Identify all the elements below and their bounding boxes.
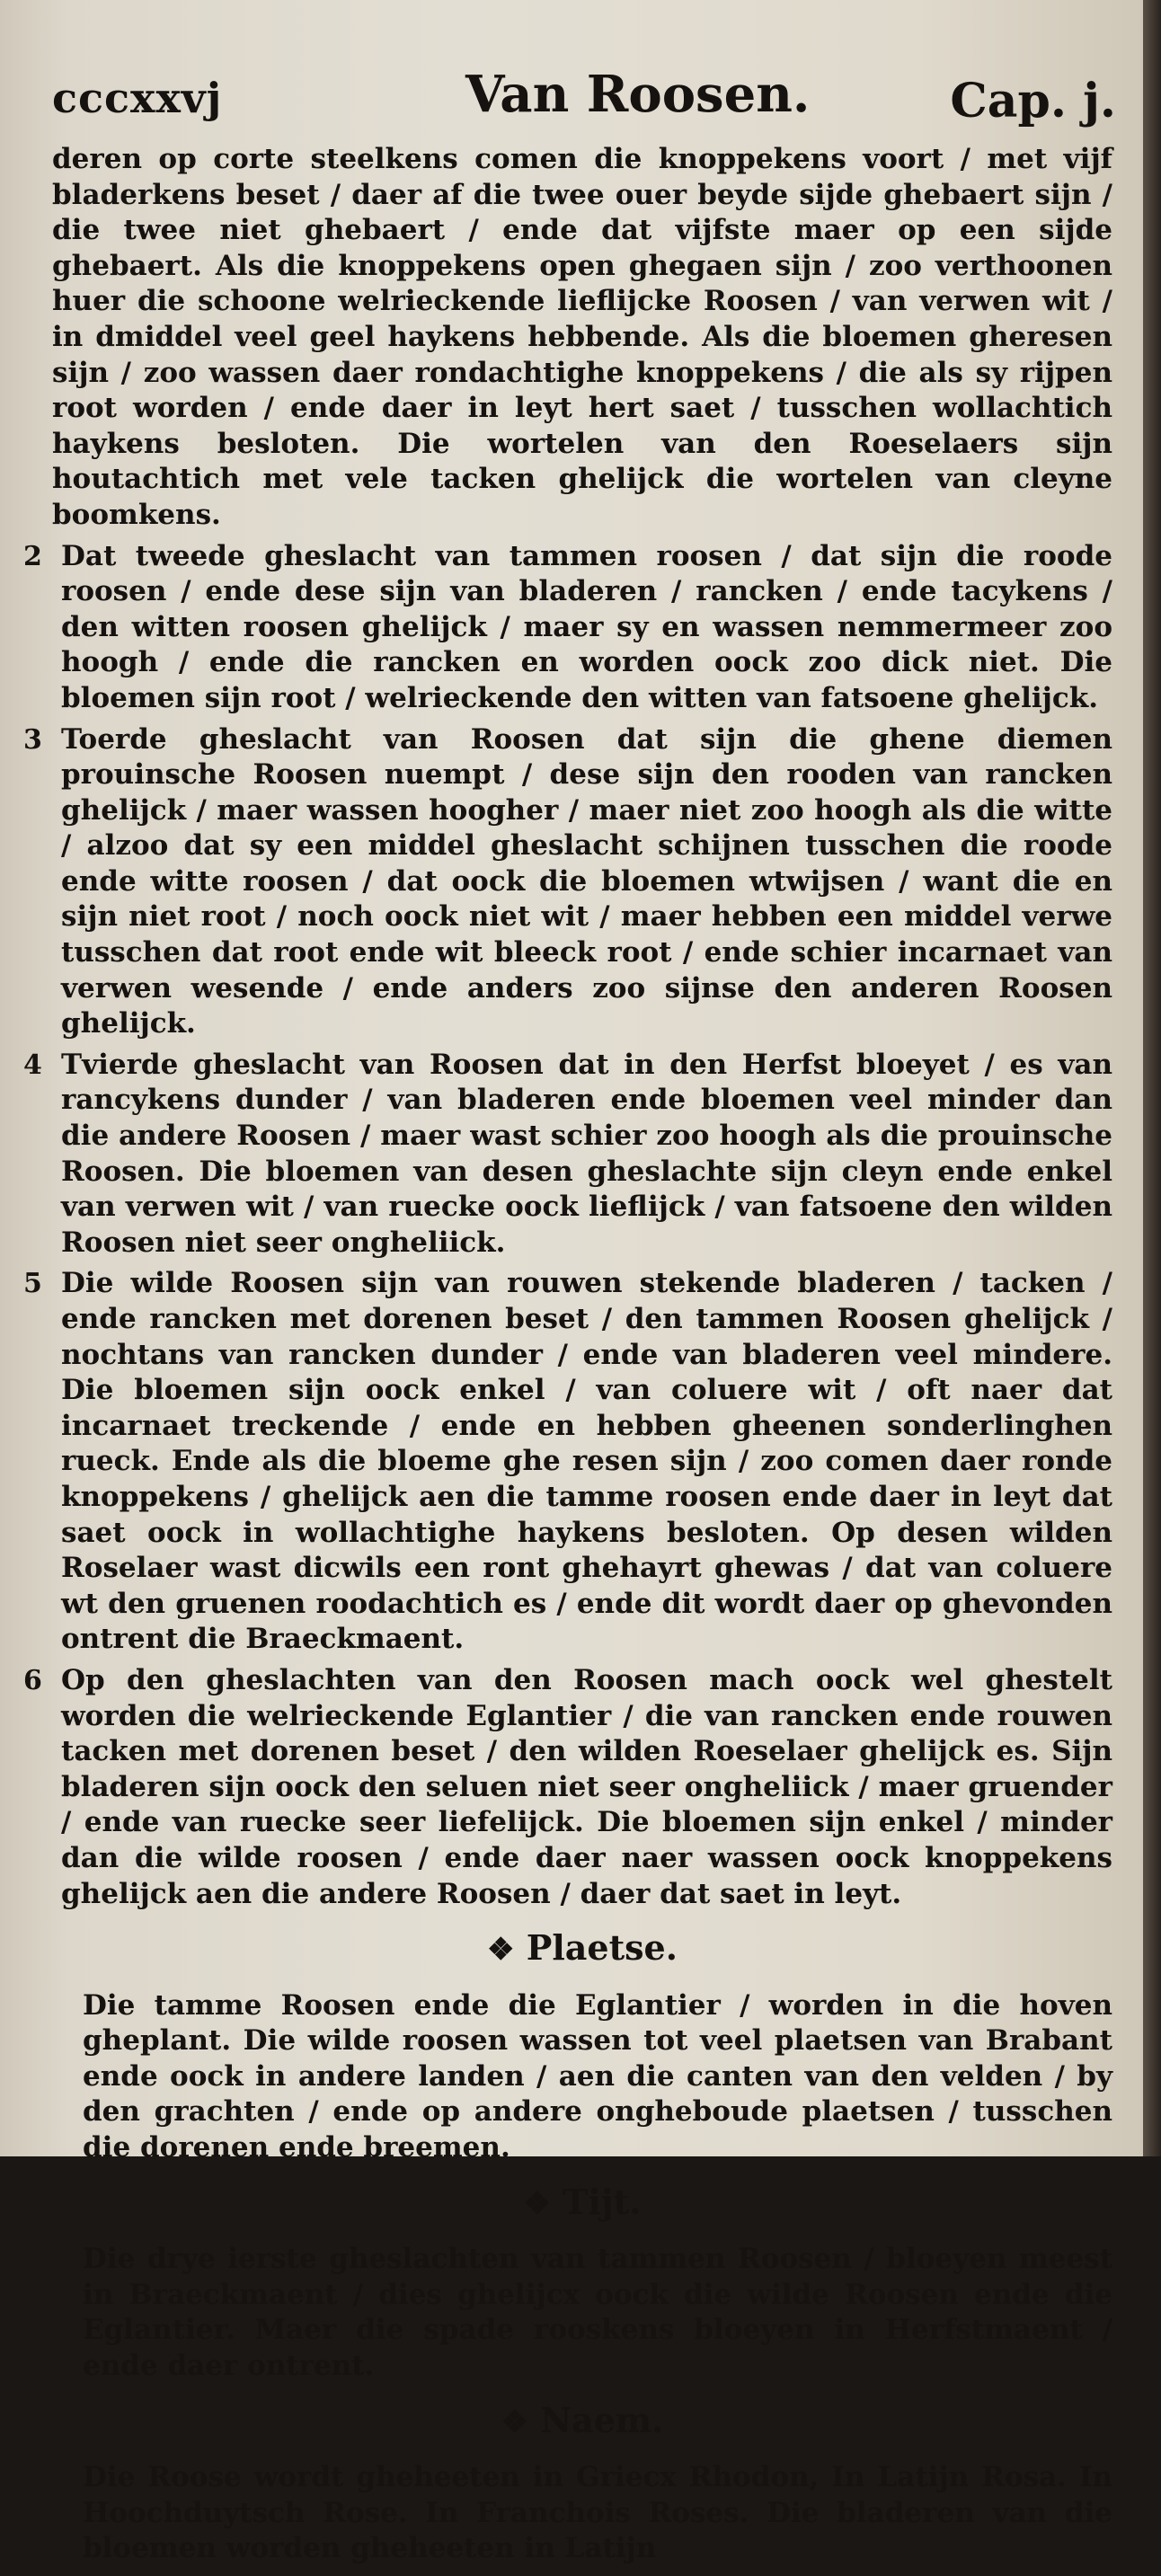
folio-number: cccxxvj [52,74,223,122]
paragraph-mark-icon: ❖ [487,1932,515,1969]
paragraph-text: Dat tweede gheslacht van tammen roosen / dat sijn die roode roosen / ende dese sijn van bladeren / rancken / ende tacykens / den witten roosen ghelijck / maer sy en wassen nemmermeer zoo hoogh / ende die rancken en worden oock zoo dick niet. Die bloemen sijn root / welrieckende den witten van fatsoene ghelijck. [61,539,1112,714]
paragraph-number: 3 [23,723,42,756]
paragraph-number: 6 [23,1664,42,1696]
section-text-plaetse: Die tamme Roosen ende die Eglantier / worden in die hoven gheplant. Die wilde roosen wassen tot veel plaetsen van Brabant ende oock in andere landen / aen die canten van den velden / by den grachten / ende op andere ongheboude plaetsen / tusschen die dorenen ende breemen. [83,1988,1112,2164]
paragraph-number: 5 [23,1268,42,1300]
page-body [23,142,1112,2576]
paragraph-2 [23,539,1112,717]
book-spine-shadow [1143,0,1161,2156]
section-heading-text: Tijt. [563,2181,642,2222]
paragraph-mark-icon: ❖ [523,2185,551,2222]
paragraph-text: Toerde gheslacht van Roosen dat sijn die ghene diemen prouinsche Roosen nuempt / dese sijn den rooden van rancken ghelijck / maer wassen hoogher / maer niet zoo hoogh als die witte / alzoo dat sy een middel gheslacht schijnen tusschen die roode ende witte roosen / dat oock die bloemen wtwijsen / want die en sijn niet root / noch oock niet wit / maer hebben een middel verwe tusschen dat root ende wit bleeck root / ende schier incarnaet van verwen wesende / ende anders zoo sijnse den anderen Roosen ghelijck. [61,722,1112,1040]
section-text-naem: Die Roose wordt gheheeten in Griecx Rhodon, In Latijn Rosa. In Hoochduytsch Rose. In Franchois Roses. Die bladeren van die bloemen worden gheheeten in Latijn [83,2461,1112,2565]
paragraph-text: Tvierde gheslacht van Roosen dat in den Herfst bloeyet / es van rancykens dunder / van bladeren ende bloemen veel minder dan die andere Roosen / maer wast schier zoo hoogh als die prouinsche Roosen. Die bloemen van desen gheslachte sijn cleyn ende enkel van verwen wit / van ruecke oock lieflijck / van fatsoene den wilden Roosen niet seer ongheliick. [61,1048,1112,1259]
paragraph-text: Op den gheslachten van den Roosen mach oock wel ghestelt worden die welrieckende Eglantier / die van rancken ende rouwen tacken met dorenen beset / den wilden Roeselaer ghelijck es. Sijn bladeren sijn oock den seluen niet seer ongheliick / maer gruender / ende van ruecke seer liefelijck. Die bloemen sijn enkel / minder dan die wilde roosen / ende daer naer wassen oock knoppekens ghelijck aen die andere Roosen / daer dat saet in leyt. [61,1663,1112,1910]
page-header [52,65,1116,146]
section-heading-text: Naem. [540,2399,664,2440]
paragraph-text: deren op corte steelkens comen die knoppekens voort / met vijf bladerkens beset / daer af die twee ouer beyde sijde ghebaert sijn / die twee niet ghebaert / ende dat vijfste maer op een sijde ghebaert. Als die knoppekens open ghegaen sijn / zoo verthoonen huer die schoone welrieckende lieflijcke Roosen / van verwen wit / in dmiddel veel geel haykens hebbende. Als die bloemen gheresen sijn / zoo wassen daer rondachtighe knoppekens / die als sy rijpen root worden / ende daer in leyt hert saet / tusschen wollachtich haykens besloten. Die wortelen van den Roeselaers sijn houtachtich met vele tacken ghelijck die wortelen van cleyne boomkens. [52,143,1112,531]
running-title: Van Roosen. [465,65,811,124]
chapter-label: Cap. j. [950,74,1116,128]
paragraph-5 [23,1266,1112,1658]
paragraph-4 [23,1048,1112,1261]
paragraph-6 [23,1663,1112,1912]
paragraph-number: 4 [23,1049,42,1081]
section-heading-plaetse [52,1927,1112,1969]
section-text-tijt: Die drye ierste gheslachten van tammen Roosen / bloeyen meest in Braeckmaent / dies ghelijcx oock die wilde Roosen ende die Eglantier. Maer die spade rooskens bloeyen in Herfstmaent / ende daer ontrent. [83,2243,1112,2383]
section-heading-tijt [52,2181,1112,2223]
paragraph-number: 2 [23,540,42,572]
paragraph-3 [23,722,1112,1042]
paragraph-1 [52,142,1112,534]
section-heading-naem [52,2399,1112,2441]
paragraph-mark-icon: ❖ [501,2403,529,2440]
paragraph-text: Die wilde Roosen sijn van rouwen stekende bladeren / tacken / ende rancken met dorenen beset / den tammen Roosen ghelijck / nochtans van rancken dunder / ende van bladeren veel mindere. Die bloemen sijn oock enkel / van coluere wit / oft naer dat incarnaet treckende / ende en hebben gheenen sonderlinghen rueck. Ende als die bloeme ghe resen sijn / zoo comen daer ronde knoppekens / ghelijck aen die tamme roosen ende daer in leyt dat saet oock in wollachtighe haykens besloten. Op desen wilden Roselaer wast dicwils een ront ghehayrt ghewas / dat van coluere wt den gruenen roodachtich es / ende dit wordt daer op ghevonden ontrent die Braeckmaent. [61,1267,1112,1656]
section-heading-text: Plaetse. [526,1927,678,1969]
